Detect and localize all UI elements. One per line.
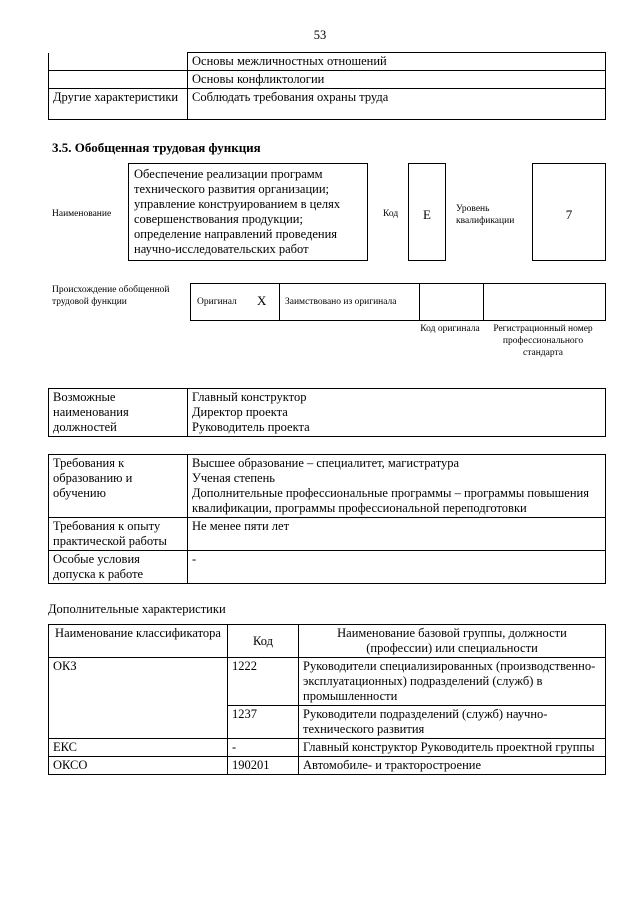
column-header: Наименование базовой группы, должности (профессии) или специальности [299, 625, 606, 658]
requirements-table [48, 454, 606, 584]
positions-table [48, 388, 606, 437]
requirement-line: Дополнительные профессиональные программы – программы повышения квалификации, программы профессиональной переподготовки [192, 486, 589, 515]
requirement-line: Ученая степень [192, 471, 275, 485]
divider [483, 284, 484, 320]
requirement-label: Особые условия допуска к работе [49, 551, 188, 584]
level-label: Уровень квалификации [456, 204, 515, 226]
name-cell: Руководители специализированных (производственно-эксплуатационных) подразделений (служб) в промышленности [299, 658, 606, 706]
top-table [48, 52, 606, 120]
table-cell [49, 53, 188, 71]
table-header-row [49, 625, 606, 658]
divider [419, 284, 420, 320]
code-value-box: E [408, 163, 446, 261]
table-row [49, 757, 606, 775]
classifier-cell: ОКЗ [49, 658, 228, 739]
table-row [49, 739, 606, 757]
table-row [49, 71, 606, 89]
code-label: Код [383, 209, 399, 219]
positions-list [188, 389, 606, 437]
level-value-box: 7 [532, 163, 606, 261]
name-cell: Автомобиле- и тракторостроение [299, 757, 606, 775]
code-cell: 190201 [228, 757, 299, 775]
table-cell [49, 71, 188, 89]
original-mark: X [257, 293, 267, 308]
table-row [49, 389, 606, 437]
requirement-value: - [188, 551, 606, 584]
code-original-caption: Код оригинала [420, 324, 480, 334]
requirement-line: Высшее образование – специалитет, магистратура [192, 456, 460, 470]
origin-label: Происхождение обобщенной трудовой функции [52, 285, 170, 307]
table-row [49, 658, 606, 706]
list-item: Руководитель проекта [192, 420, 310, 434]
table-row [49, 518, 606, 551]
list-item: Директор проекта [192, 405, 288, 419]
section-title: 3.5. Обобщенная трудовая функция [52, 140, 261, 155]
reg-number-caption: Регистрационный номер профессионального стандарта [493, 324, 593, 358]
additional-table [48, 624, 606, 775]
table-row [49, 455, 606, 518]
name-cell: Главный конструктор Руководитель проектной группы [299, 739, 606, 757]
column-header: Код [228, 625, 299, 658]
origin-table [190, 283, 606, 321]
code-cell: - [228, 739, 299, 757]
table-row [49, 89, 606, 120]
classifier-cell: ОКСО [49, 757, 228, 775]
code-cell: 1237 [228, 706, 299, 739]
requirement-label: Требования к образованию и обучению [49, 455, 188, 518]
requirement-value [188, 455, 606, 518]
borrowed-label: Заимствовано из оригинала [285, 297, 397, 307]
original-label: Оригинал [197, 297, 237, 307]
requirement-value: Не менее пяти лет [188, 518, 606, 551]
positions-label: Возможные наименования должностей [49, 389, 188, 437]
table-row [49, 551, 606, 584]
classifier-cell: ЕКС [49, 739, 228, 757]
name-label: Наименование [52, 209, 112, 219]
table-row [49, 53, 606, 71]
table-cell: Соблюдать требования охраны труда [188, 89, 606, 120]
table-cell: Основы конфликтологии [188, 71, 606, 89]
additional-title: Дополнительные характеристики [48, 602, 226, 616]
requirement-label: Требования к опыту практической работы [49, 518, 188, 551]
table-cell: Другие характеристики [49, 89, 188, 120]
code-cell: 1222 [228, 658, 299, 706]
list-item: Главный конструктор [192, 390, 307, 404]
divider [279, 284, 280, 320]
table-cell: Основы межличностных отношений [188, 53, 606, 71]
page-number: 53 [313, 28, 327, 42]
function-name-box: Обеспечение реализации программ технического развития организации; управление конструированием в целях совершенствования продукции; определение направлений проведения научно-исследовательских работ [128, 163, 368, 261]
name-cell: Руководители подразделений (служб) научно-технического развития [299, 706, 606, 739]
column-header: Наименование классификатора [49, 625, 228, 658]
